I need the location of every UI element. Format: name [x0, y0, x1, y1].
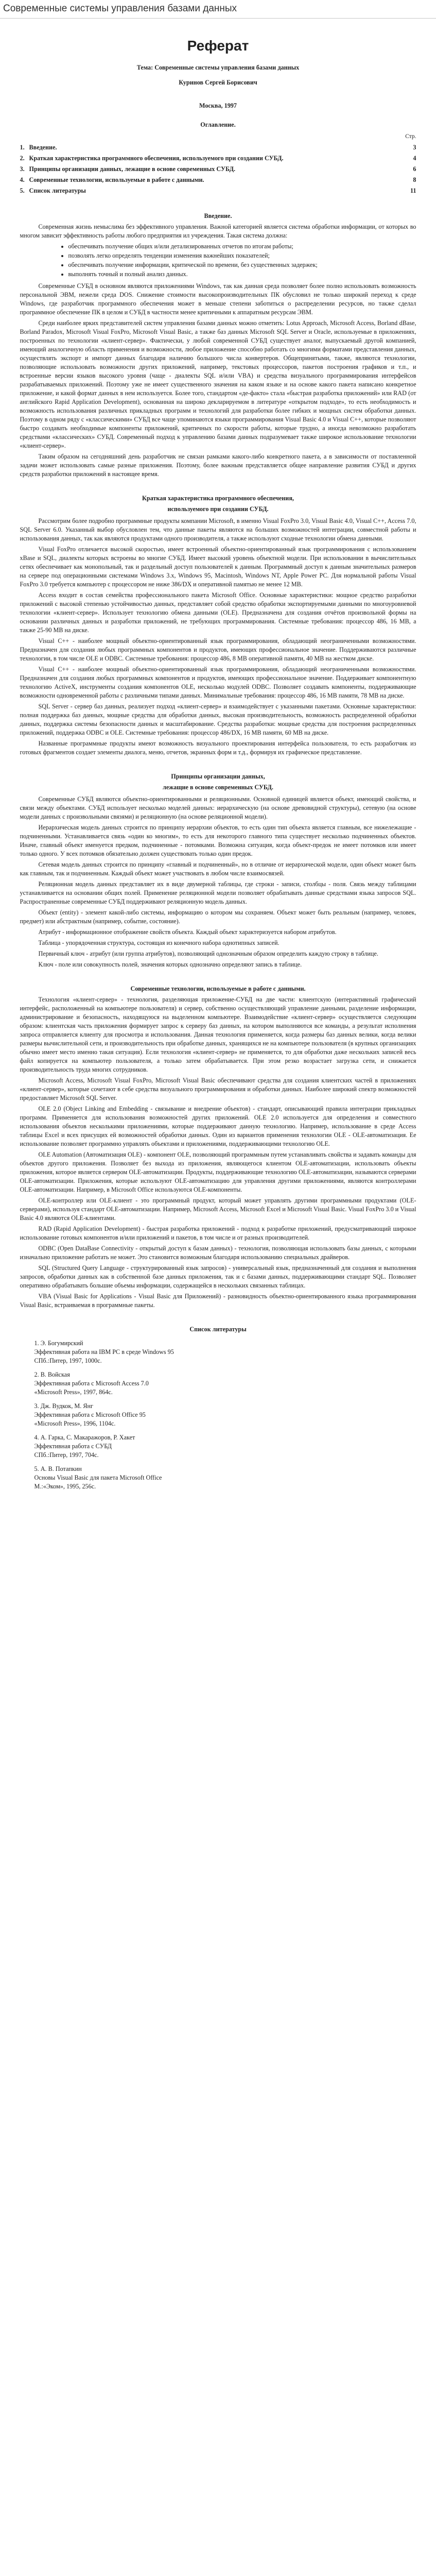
toc-item-number: 4. [20, 176, 25, 183]
section2-heading: Краткая характеристика программного обеспечения, [142, 495, 294, 502]
intro-bullet: • обеспечивать получение общих и/или детализированных отчетов по итогам работы; [68, 242, 416, 251]
section2-paragraph: Рассмотрим более подробно программные продукты компании Microsoft, в именно Visual FoxPro 3.0, Visual Basic 4.0, Visual C++, Access 7.0, SQL Server 6.0. Указанный выбор обусловлен тем, что данные пакеты являются на больших возможностей интеграции, совместной работы и использования данных, так как являются продуктами одного производителя, а также используют сходные технологии обмена данными. [20, 517, 416, 542]
section3-paragraph: Современные СУБД являются объектно-ориентированными и реляционными. Основной единицей является объект, имеющий свойства, и связи между объектами. СУБД использует несколько моделей данных: иерархическую (на основе древовидной структуры), сетевую (на основе модели данных с произвольными связями) и реляционную (на основе реляционной модели). [20, 795, 416, 820]
toc-item-text: Современные технологии, используемые в работе с данными. [29, 176, 204, 183]
toc-item-text: Список литературы [29, 187, 86, 194]
toc-item[interactable] [20, 153, 416, 164]
intro-paragraph: Современная жизнь немыслима без эффективного управления. Важной категорией является система обработки информации, от которых во многом зависит эффективность работы любого предприятия ил учреждения. Такая система должна: [20, 223, 416, 239]
toc-item-number: 2. [20, 155, 25, 162]
literature-item [32, 1402, 416, 1428]
literature-title: Эффективная работа на IBM PC в среде Windows 95 [34, 1348, 174, 1355]
literature-list [20, 1339, 416, 1491]
literature-publisher: СПб.:Питер, 1997, 704с. [34, 1451, 99, 1459]
toc-item[interactable] [20, 175, 416, 185]
document-body [20, 19, 416, 1512]
section3-paragraph: Объект (entity) - элемент какой-либо системы, информацию о котором мы сохраняем. Объект может быть реальным (например, человек, предмет) или абстрактным (например, событие, состояние). [20, 909, 416, 925]
literature-publisher: «Microsoft Press», 1996, 1104с. [34, 1420, 116, 1427]
section3-paragraph: Атрибут - информационное отображение свойств объекта. Каждый объект характеризуется набором атрибутов. [38, 928, 337, 936]
intro-heading: Введение. [204, 212, 232, 219]
literature-author: 4. А. Гарка, С. Макаражоров, Р. Хакет [34, 1434, 135, 1441]
section2-paragraph: Visual C++ - наиболее мощный объектно-ориентированный язык программирования, обладающий неограниченными возможностями. Предназначен для создания любых программных компонентов и продуктов, имеющих профессиональное значение. Поддерживаются различные технологии, в том числе OLE и ODBC. Системные требования: процессор 486, 8 МВ оперативной памяти, 40 МВ на жестком диске. [20, 637, 416, 662]
section4-paragraph: SQL (Structured Query Language - структурированный язык запросов) - универсальный язык, предназначенный для создания и выполнения запросов, обработки данных как в собственной базе данных приложения, так и с базами данных, поддерживающими стандарт SQL. Позволяет оперативно обрабатывать большие объемы информации, содержащейся в нескольких связанных таблицах. [20, 1264, 416, 1289]
toc-item-text: Введение. [29, 144, 57, 151]
section2-paragraph: Visual C++ - наиболее мощный объектно-ориентированный язык программирования, обладающий неограниченными возможностями. Предназначен для создания любых программных компонентов и продуктов, имеющих профессиональное значение. Поддерживает компонентную технологию ActiveX, инструменты создания компонентов OLE, несколько модулей ODBC. Позволяет создавать компоненты, поддерживающие возможности одновременной работы с различными типами данных. Минимальные требования: процессор 486, 16 МВ памяти, 78 МВ на диске. [20, 666, 416, 699]
section3-paragraph: Реляционная модель данных представляет их в виде двумерной таблицы, где строки - записи, столбцы - поля. Связь между таблицами устанавливается на основании общих полей. Применение реляционной модели позволяет обрабатывать данные средствами языка запросов SQL. Распространенные современные СУБД поддерживают реляционную модель данных. [20, 880, 416, 905]
section2-subheading: используемого при создании СУБД. [167, 505, 269, 513]
section4-paragraph: OLE 2.0 (Object Linking and Embedding - связывание и внедрение объектов) - стандарт, описывающий правила интеграции прикладных программ. Применяется для использования возможностей других приложений. OLE 2.0 используется для определения и совместного использования объектов несколькими приложениями, которые поддерживают данную технологию. Например, использование в среде Access таблицы Excel и всех присущих ей возможностей обработки данных. Один из вариантов применения технологии OLE - OLE-автоматизация. Ее использование позволяет программно управлять объектами и приложениями, поддерживающими технологию OLE. [20, 1105, 416, 1147]
toc-item-text: Краткая характеристика программного обеспечения, используемого при создании СУБД. [29, 155, 284, 162]
intro-bullet: • позволять легко определять тенденции изменения важнейших показателей; [68, 251, 416, 260]
toc-item-page: 4 [413, 155, 416, 162]
toc-item-number: 3. [20, 165, 25, 173]
toc-item-text: Принципы организации данных, лежащие в основе современных СУБД. [29, 165, 236, 173]
toc-item[interactable] [20, 142, 416, 153]
toc-item-page: 3 [413, 144, 416, 151]
section3-heading: Принципы организации данных, [171, 773, 265, 780]
toc-item-page: 8 [413, 176, 416, 183]
toc-page-label: Стр. [405, 133, 416, 140]
literature-item [32, 1433, 416, 1460]
section4-paragraph: Microsoft Access, Microsoft Visual FoxPro, Microsoft Visual Basic обеспечивают средства для создания клиентских частей в приложениях «клиент-сервер», которые сочетают в себе средства визуального программирования и обработки данных. Наиболее широкий спектр возможностей предоставляет Microsoft SQL Server. [20, 1077, 416, 1101]
literature-item [32, 1370, 416, 1397]
intro-paragraph: Среди наиболее ярких представителей систем управления базами данных можно отметить: Lotus Approach, Microsoft Access, Borland dBase, Borland Paradox, Microsoft Visual FoxPro, Microsoft Visual Basic, а также баз данных Microsoft SQL Server и Oracle, используемые в приложениях, построенных по технологии «клиент-сервер». Фактически, у любой современной СУБД существует аналог, выпускаемый другой компанией, имеющий аналогичную область применения и возможности, любое приложение способно работать со многими форматами представления данных, осуществлять экспорт и импорт данных благодаря наличию большого числа конвертеров. Общепринятыми, также, являются технологии, позволяющие использовать возможности других приложений, например, текстовых процессоров, пакетов построения графиков и т.п., и встроенные версии языков высокого уровня (чаще - диалекты SQL и/или VBA) и средства визуального программирования интерфейсов разрабатываемых приложений. Поэтому уже не имеет существенного значения на каком языке и на основе какого пакета написано конкретное приложение, и какой формат данных в нем используется. Более того, стандартом «де-факто» стала «быстрая разработка приложений» или RAD (от английского Rapid Application Development), основанная на широко декларируемом в литературе «открытом подходе», то есть необходимость и возможность использования различных прикладных программ и технологий для разработки более гибких и мощных систем обработки данных. Поэтому в одном ряду с «классическими» СУБД все чаще упоминаются языки программирования Visual Basic 4.0 и Visual C++, которые позволяют быстро создавать необходимые компоненты приложений, критичных по скорости работы, которые трудно, а иногда невозможно разработать средствами «классических» СУБД. Современный подход к управлению базами данных подразумевает также широкое использование технологии «клиент-сервер». [20, 319, 416, 449]
literature-author: 3. Дж. Вудкок, М. Янг [34, 1402, 94, 1410]
section2-paragraph: SQL Server - сервер баз данных, реализует подход «клиент-сервер» и взаимодействует с указанными пакетами. Основные характеристики: полная поддержка баз данных, мощные средства для обработки данных, высокая производительность, возможность распределенной обработки данных, поддержка системы безопасности данных и масштабирование. Средства разработки: мощные средства для построения распределенных приложений, поддержка ODBC и OLE. Системные требования: процессор 486/DX, 16 МВ памяти, 60 МВ на диске. [20, 703, 416, 736]
literature-author: 1. Э. Богумирский [34, 1340, 83, 1347]
document-heading: Реферат [187, 38, 249, 54]
literature-title: Эффективная работа с Microsoft Access 7.0 [34, 1380, 149, 1387]
literature-item [32, 1339, 416, 1365]
toc-item[interactable] [20, 185, 416, 196]
literature-author: 2. В. Войская [34, 1371, 70, 1378]
section4-paragraph: OLE-контроллер или OLE-клиент - это программный продукт, который может управлять другими программными продуктами (OLE-серверами), используя стандарт OLE-автоматизации. Например, Microsoft Access, Microsoft Excel и Microsoft Visual Basic. Visual FoxPro 3.0 и Visual Basic 4.0 являются OLE-клиентами. [20, 1197, 416, 1222]
literature-heading: Список литературы [189, 1326, 247, 1333]
window-title: Современные системы управления базами данных [0, 0, 436, 19]
document-city-year: Москва, 1997 [199, 102, 237, 109]
section4-paragraph: Технология «клиент-сервер» - технология, разделяющая приложение-СУБД на две части: клиентскую (интерактивный графический интерфейс, расположенный на компьютере пользователя) и сервер, собственно осуществляющий управление данными, разделение информации, администрирование и безопасность, находящуюся на выделенном компьютере. Взаимодействие «клиент-сервер» осуществляется следующим образом: клиентская часть приложения формирует запрос к серверу баз данных, на котором выполняются все команды, а результат исполнения запроса отправляется клиенту для просмотра и использования. Данная технология применяется, когда размеры баз данных велики, когда велики размеры вычислительной сети, и производительность при обработке данных, хранящихся не на компьютере пользователя (в крупных организациях обычно имеет место именно такая ситуация). Если технология «клиент-сервер» не применяется, то для обработки даже нескольких записей весь файл копируется на компьютер пользователя, а только затем обрабатывается. При этом резко возрастает загрузка сети, и снижается производительность труда многих сотрудников. [20, 996, 416, 1073]
section3-paragraph: Сетевая модель данных строится по принципу «главный и подчиненный», но в отличие от иерархической модели, один объект может быть как главным, так и подчиненным. Каждый объект может участвовать в любом числе взаимосвязей. [20, 861, 416, 877]
section3-paragraph: Первичный ключ - атрибут (или группа атрибутов), позволяющий однозначным образом определить каждую строку в таблице. [38, 950, 378, 957]
table-of-contents [20, 142, 416, 196]
section4-heading: Современные технологии, используемые в работе с данными. [130, 985, 306, 992]
intro-bullet: • обеспечивать получение информации, критической по времени, без существенных задержек; [68, 261, 416, 269]
section2-paragraph: Visual FoxPro отличается высокой скоростью, имеет встроенный объектно-ориентированный язык программирования с использованием xBase и SQL, диалекты которых встроены во многие СУБД. Имеет высокий уровень объектной модели. При использовании в вычислительных сетях обеспечивает как монопольный, так и раздельный доступ пользователей к данным. Программный доступ к данным значительных размеров на сервере под операционными системами Windows 3.x, Windows 95, Macintosh, Windows NT, Apple Power PC. Для нормальной работы Visual FoxPro 3.0 требуется компьютер с процессором не ниже 386/DX и оперативной памятью не менее 12 МВ. [20, 546, 416, 588]
toc-item-page: 11 [410, 187, 416, 194]
literature-item [32, 1465, 416, 1491]
toc-item-number: 1. [20, 144, 25, 151]
document-author: Куринов Сергей Борисович [179, 79, 257, 86]
section4-paragraph: VBA (Visual Basic for Applications - Visual Basic для Приложений) - разновидность объектно-ориентированного языка программирования Visual Basic, встраиваемая в программные пакеты. [20, 1293, 416, 1309]
section4-paragraph: RAD (Rapid Application Development) - быстрая разработка приложений - подход к разработке приложений, предусматривающий широкое использование готовых компонентов и/или приложений и пакетов, в том числе и от разных производителей. [20, 1225, 416, 1241]
section3-paragraph: Таблица - упорядоченная структура, состоящая из конечного набора однотипных записей. [38, 939, 280, 946]
literature-author: 5. А. В. Потапкин [34, 1465, 82, 1472]
section2-paragraph: Access входит в состав семейства профессионального пакета Microsoft Office. Основные характеристики: мощное средство разработки приложений с высокой степенью устойчивостью данных, представляет собой средство обработки экспортируемыми данными по многоуровневой технологии «клиент-сервер». Использует технологию обмена данными (OLE). Предназначена для создания отчётов произвольной формы на основании различных данных и разработки приложений, не требующих программирования. Системные требования: процессор 486, 16 МВ, а также 25-90 МВ на диске. [20, 591, 416, 634]
intro-bullet: • выполнять точный и полный анализ данных. [68, 270, 416, 279]
literature-publisher: СПб.:Питер, 1997, 1000с. [34, 1357, 102, 1364]
section3-paragraph: Иерархическая модель данных строится по принципу иерархии объектов, то есть один тип объекта является главным, все нижележащие - подчиненными. Устанавливается связь «один ко многим», то есть для некоторого главного типа существует несколько подчиненных объектов. Иначе, главный объект именуется предком, подчиненные - потомками. Возможна ситуация, когда объект-предок не имеет потомков или имеет только одного. У всех потомков обязательно должен существовать только один предок. [20, 824, 416, 857]
literature-publisher: «Microsoft Press», 1997, 864с. [34, 1388, 113, 1396]
literature-publisher: М.:«Эком», 1995, 256с. [34, 1483, 96, 1490]
literature-title: Эффективная работа с СУБД [34, 1443, 112, 1450]
toc-item-number: 5. [20, 187, 25, 194]
toc-heading: Оглавление. [200, 121, 236, 128]
literature-title: Основы Visual Basic для пакета Microsoft Office [34, 1474, 162, 1481]
section4-paragraph: ODBC (Open DataBase Connectivity - открытый доступ к базам данных) - технология, позволяющая использовать базы данных, с которыми изначально приложение работать не может. Это становится возможным благодаря использованию специальных драйверов. [20, 1245, 416, 1261]
intro-paragraph: Таким образом на сегодняшний день разработчик не связан рамками какого-либо конкретного пакета, а в зависимости от поставленной задачи может использовать самые разные приложения. Поэтому, более важным представляется общее направление развития СУБД и других средств разработки приложений в настоящее время. [20, 453, 416, 478]
intro-paragraph: Современные СУБД в основном являются приложениями Windows, так как данная среда позволяет более полно использовать возможность персональной ЭВМ, нежели среда DOS. Снижение стоимости высокопроизводительных ПК обусловил не только широкий переход к среде Windows, где разработчик программного обеспечения может в меньше степени заботиться о распределении ресурсов, но также сделал программное обеспечение ПК в целом и СУБД в частности менее критичными к аппаратным ресурсам ЭВМ. [20, 282, 416, 316]
section3-paragraph: Ключ - поле или совокупность полей, значения которых однозначно определяют запись в таблице. [38, 961, 302, 968]
intro-bullet-list [20, 242, 416, 279]
section3-subheading: лежащие в основе современных СУБД. [163, 784, 273, 791]
document-topic: Тема: Современные системы управления базами данных [136, 64, 300, 71]
toc-item-page: 6 [413, 165, 416, 173]
section2-paragraph: Названные программные продукты имеют возможность визуального проектирования интерфейса пользователя, то есть разработчик из готовых фрагментов создает элементы диалога, меню, отчетов, экранных форм и т.д., формируя их графическое представление. [20, 740, 416, 756]
toc-item[interactable] [20, 164, 416, 175]
literature-title: Эффективная работа с Microsoft Office 95 [34, 1411, 146, 1418]
section4-paragraph: OLE Automation (Автоматизация OLE) - компонент OLE, позволяющий программным путем устанавливать свойства и задавать команды для объектов другого приложения. Позволяет без выхода из приложения, являющегося клиентом OLE-автоматизации, использовать объекты приложения, которое является сервером OLE-автоматизации. Продукты, поддерживающие технологию OLE-автоматизации, называются серверами OLE-автоматизации. Приложения, которые используют OLE-автоматизацию для управления другими приложениями, являются контроллерами OLE-автоматизации. Например, в Microsoft Office используются OLE-компоненты. [20, 1151, 416, 1193]
